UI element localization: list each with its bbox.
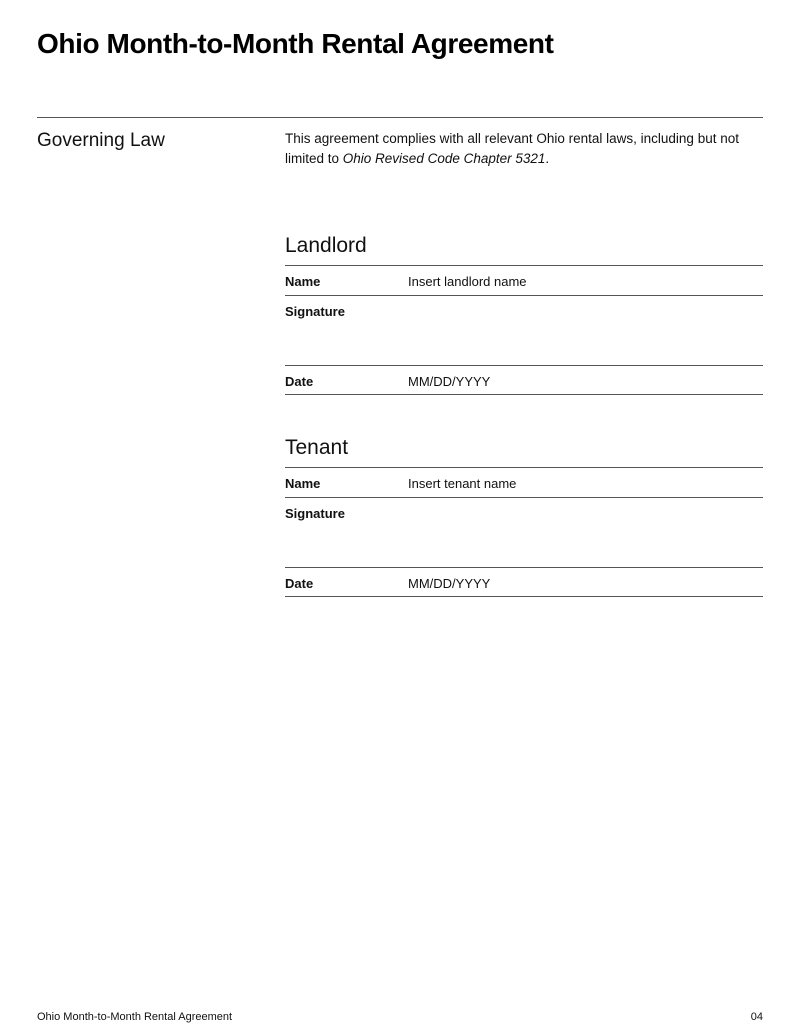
tenant-section [285, 435, 763, 597]
header-divider [37, 117, 763, 118]
tenant-name-label: Name [285, 476, 321, 491]
landlord-signature-row[interactable] [285, 295, 763, 365]
landlord-name-field[interactable]: Insert landlord name [408, 274, 527, 289]
landlord-signature-label: Signature [285, 304, 345, 319]
tenant-heading: Tenant [285, 436, 349, 459]
tenant-date-field[interactable]: MM/DD/YYYY [408, 576, 491, 591]
landlord-name-label: Name [285, 274, 321, 289]
section-label-governing-law: Governing Law [37, 130, 165, 151]
footer-page-number: 04 [750, 1011, 763, 1023]
footer-document-name: Ohio Month-to-Month Rental Agreement [37, 1011, 233, 1023]
tenant-date-row [285, 567, 763, 597]
governing-law-text-start: This agreement complies with all relevant Ohio rental laws, including but not limited to [285, 131, 739, 166]
tenant-signature-label: Signature [285, 506, 345, 521]
governing-law-text-end: . [545, 151, 550, 166]
landlord-heading: Landlord [285, 234, 367, 257]
landlord-date-label: Date [285, 374, 314, 389]
governing-law-code-reference: Ohio Revised Code Chapter 5321 [342, 151, 546, 166]
landlord-section [285, 233, 763, 395]
landlord-date-field[interactable]: MM/DD/YYYY [408, 374, 491, 389]
tenant-name-field[interactable]: Insert tenant name [408, 476, 517, 491]
page-title: Ohio Month-to-Month Rental Agreement [37, 28, 554, 59]
governing-law-text [285, 129, 755, 169]
tenant-name-row [285, 467, 763, 497]
tenant-signature-row[interactable] [285, 497, 763, 567]
tenant-date-label: Date [285, 576, 314, 591]
landlord-date-row [285, 365, 763, 395]
landlord-name-row [285, 265, 763, 295]
